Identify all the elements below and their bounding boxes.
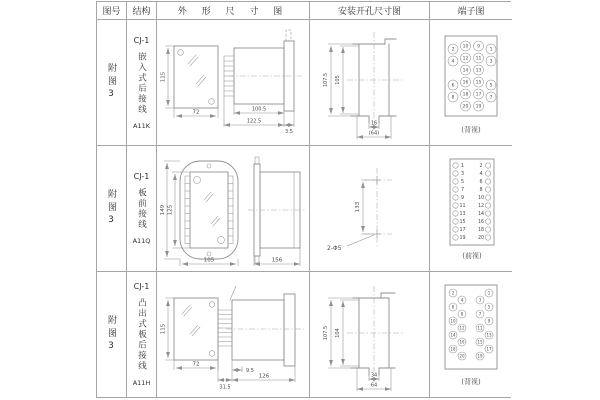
dim-terminal-depth: 31.5 <box>219 384 231 390</box>
svg-text:17: 17 <box>486 345 492 351</box>
svg-text:1: 1 <box>460 163 465 169</box>
mounting-drawing-1 <box>311 20 429 146</box>
dim-height-outer: 107.5 <box>322 72 329 87</box>
structure-cell-2 <box>127 146 157 272</box>
svg-text:4: 4 <box>479 171 483 177</box>
svg-text:14: 14 <box>462 68 469 74</box>
structure-type: 板前接线 <box>136 188 147 230</box>
structure-code: A11K <box>133 121 150 130</box>
dim-front-height-outer: 149 <box>160 204 166 215</box>
mounting-cell-1 <box>310 20 430 146</box>
terminal-caption: (背视) <box>461 377 481 386</box>
svg-text:8: 8 <box>460 310 464 316</box>
dim-height-outer: 107.5 <box>322 325 329 340</box>
svg-text:2: 2 <box>451 47 455 53</box>
front-view <box>160 161 238 266</box>
outline-drawing-2 <box>158 146 308 272</box>
svg-text:20: 20 <box>477 235 485 241</box>
figure-label: 附图3 <box>106 314 116 355</box>
svg-text:10: 10 <box>462 44 469 50</box>
svg-text:12: 12 <box>477 203 485 209</box>
side-view <box>248 157 306 266</box>
dim-hole-spacing: 133 <box>354 201 361 212</box>
svg-text:18: 18 <box>462 92 469 98</box>
svg-text:7: 7 <box>460 187 465 193</box>
svg-text:3: 3 <box>460 171 465 177</box>
svg-text:7: 7 <box>489 95 493 101</box>
structure-cell-1 <box>127 20 157 146</box>
dim-notch-width: 34 <box>370 372 377 378</box>
outline-cell-3 <box>157 272 310 397</box>
svg-text:20: 20 <box>462 104 469 110</box>
svg-text:3: 3 <box>478 296 482 302</box>
svg-text:1: 1 <box>489 47 493 53</box>
svg-text:11: 11 <box>459 203 466 209</box>
svg-text:17: 17 <box>459 227 466 233</box>
mounting-cell-2 <box>310 146 430 272</box>
terminal-drawing-3 <box>431 272 511 397</box>
dim-front-height: 115 <box>160 71 167 82</box>
outline-cell-2 <box>157 146 310 272</box>
svg-text:18: 18 <box>450 345 456 351</box>
structure-type: 嵌入式后接线 <box>136 51 147 115</box>
svg-text:4: 4 <box>460 296 464 302</box>
dim-total-depth: 122.5 <box>246 118 262 124</box>
svg-text:19: 19 <box>475 104 482 110</box>
svg-text:10: 10 <box>450 317 456 323</box>
svg-text:14: 14 <box>450 331 456 337</box>
svg-text:10: 10 <box>477 195 485 201</box>
mounting-cell-3 <box>310 272 430 397</box>
dim-front-width: 72 <box>192 109 200 115</box>
dim-front-height-inner: 125 <box>167 204 174 215</box>
hole-size-label: 2-Φ5 <box>326 244 342 252</box>
svg-text:12: 12 <box>459 324 465 330</box>
mounting-drawing-2 <box>311 146 429 272</box>
svg-text:5: 5 <box>489 83 493 89</box>
terminal-board-1 <box>448 41 496 111</box>
svg-text:15: 15 <box>475 80 482 86</box>
svg-text:15: 15 <box>477 338 483 344</box>
dim-cutout-width: 64 <box>370 382 377 388</box>
structure-model: CJ-1 <box>133 282 150 292</box>
terminal-drawing-2 <box>431 146 511 272</box>
side-view <box>218 286 304 391</box>
svg-text:6: 6 <box>451 83 455 89</box>
structure-code: A11Q <box>132 237 151 245</box>
svg-text:5: 5 <box>460 179 465 185</box>
svg-text:11: 11 <box>475 56 482 62</box>
svg-text:4: 4 <box>451 59 455 65</box>
header-outline: 外 形 尺 寸 图 <box>157 2 310 20</box>
spec-table <box>96 1 511 398</box>
svg-text:1: 1 <box>487 289 491 295</box>
outline-cell-1 <box>157 20 310 146</box>
header-terminal: 端子图 <box>430 2 512 20</box>
svg-text:6: 6 <box>451 303 455 309</box>
svg-text:12: 12 <box>462 56 469 62</box>
svg-text:13: 13 <box>459 211 466 217</box>
svg-text:16: 16 <box>459 338 465 344</box>
dim-body-length: 126 <box>258 373 270 379</box>
terminal-caption: (前视) <box>462 251 482 260</box>
structure-type: 凸出式板后接线 <box>136 298 147 372</box>
svg-text:3: 3 <box>489 59 493 65</box>
dim-height-inner: 104 <box>334 327 341 338</box>
outline-drawing-3 <box>158 272 308 397</box>
structure-model: CJ-1 <box>133 172 150 181</box>
svg-text:5: 5 <box>487 303 491 309</box>
dim-height-inner: 105 <box>334 74 341 85</box>
mounting-drawing-3 <box>311 272 429 397</box>
svg-text:13: 13 <box>486 331 492 337</box>
header-figure: 图号 <box>97 2 127 20</box>
svg-text:8: 8 <box>479 187 483 193</box>
outline-drawing-1 <box>158 20 308 146</box>
svg-text:2: 2 <box>451 289 455 295</box>
dim-offset: 9.5 <box>246 367 254 374</box>
dim-cutout-width: (64) <box>368 130 379 136</box>
svg-text:17: 17 <box>475 92 482 98</box>
structure-code: A11H <box>132 378 151 387</box>
front-view <box>161 46 219 118</box>
figure-cell-1 <box>97 20 127 146</box>
dim-front-width: 72 <box>192 361 200 367</box>
svg-text:7: 7 <box>478 310 482 316</box>
svg-text:15: 15 <box>459 219 466 225</box>
figure-label: 附图3 <box>106 62 116 103</box>
svg-text:11: 11 <box>477 324 483 330</box>
svg-text:13: 13 <box>475 68 482 74</box>
dim-side-length: 156 <box>271 257 283 263</box>
svg-text:6: 6 <box>479 179 483 185</box>
svg-text:16: 16 <box>477 219 485 225</box>
dim-notch-width: 16 <box>370 120 377 126</box>
structure-cell-3 <box>127 272 157 397</box>
front-view <box>161 298 219 370</box>
terminal-cell-1 <box>430 20 512 146</box>
svg-text:20: 20 <box>459 352 465 358</box>
dim-front-width: 105 <box>203 257 215 263</box>
figure-cell-3 <box>97 272 127 397</box>
terminal-drawing-1 <box>431 20 511 146</box>
header-mounting: 安装开孔尺寸图 <box>310 2 430 20</box>
terminal-cell-3 <box>430 272 512 397</box>
dim-front-height: 115 <box>160 323 167 334</box>
svg-text:8: 8 <box>451 95 455 101</box>
svg-text:14: 14 <box>477 211 485 217</box>
structure-model: CJ-1 <box>133 35 150 45</box>
svg-text:19: 19 <box>459 235 466 241</box>
svg-text:9: 9 <box>460 195 465 201</box>
terminal-board-2 <box>453 162 491 240</box>
svg-text:19: 19 <box>477 352 483 358</box>
side-view <box>224 30 302 135</box>
terminal-caption: (背视) <box>461 125 481 134</box>
svg-text:18: 18 <box>477 227 485 233</box>
figure-cell-2 <box>97 146 127 272</box>
dim-body-depth: 100.5 <box>251 106 267 112</box>
terminal-board-3 <box>449 289 493 360</box>
svg-text:16: 16 <box>462 80 469 86</box>
svg-text:2: 2 <box>479 163 483 169</box>
terminal-cell-2 <box>430 146 512 272</box>
svg-text:9: 9 <box>477 44 480 50</box>
dim-flange: 3.5 <box>285 128 293 135</box>
figure-label: 附图3 <box>106 188 116 229</box>
svg-text:9: 9 <box>487 317 491 323</box>
header-structure: 结构 <box>127 2 157 20</box>
